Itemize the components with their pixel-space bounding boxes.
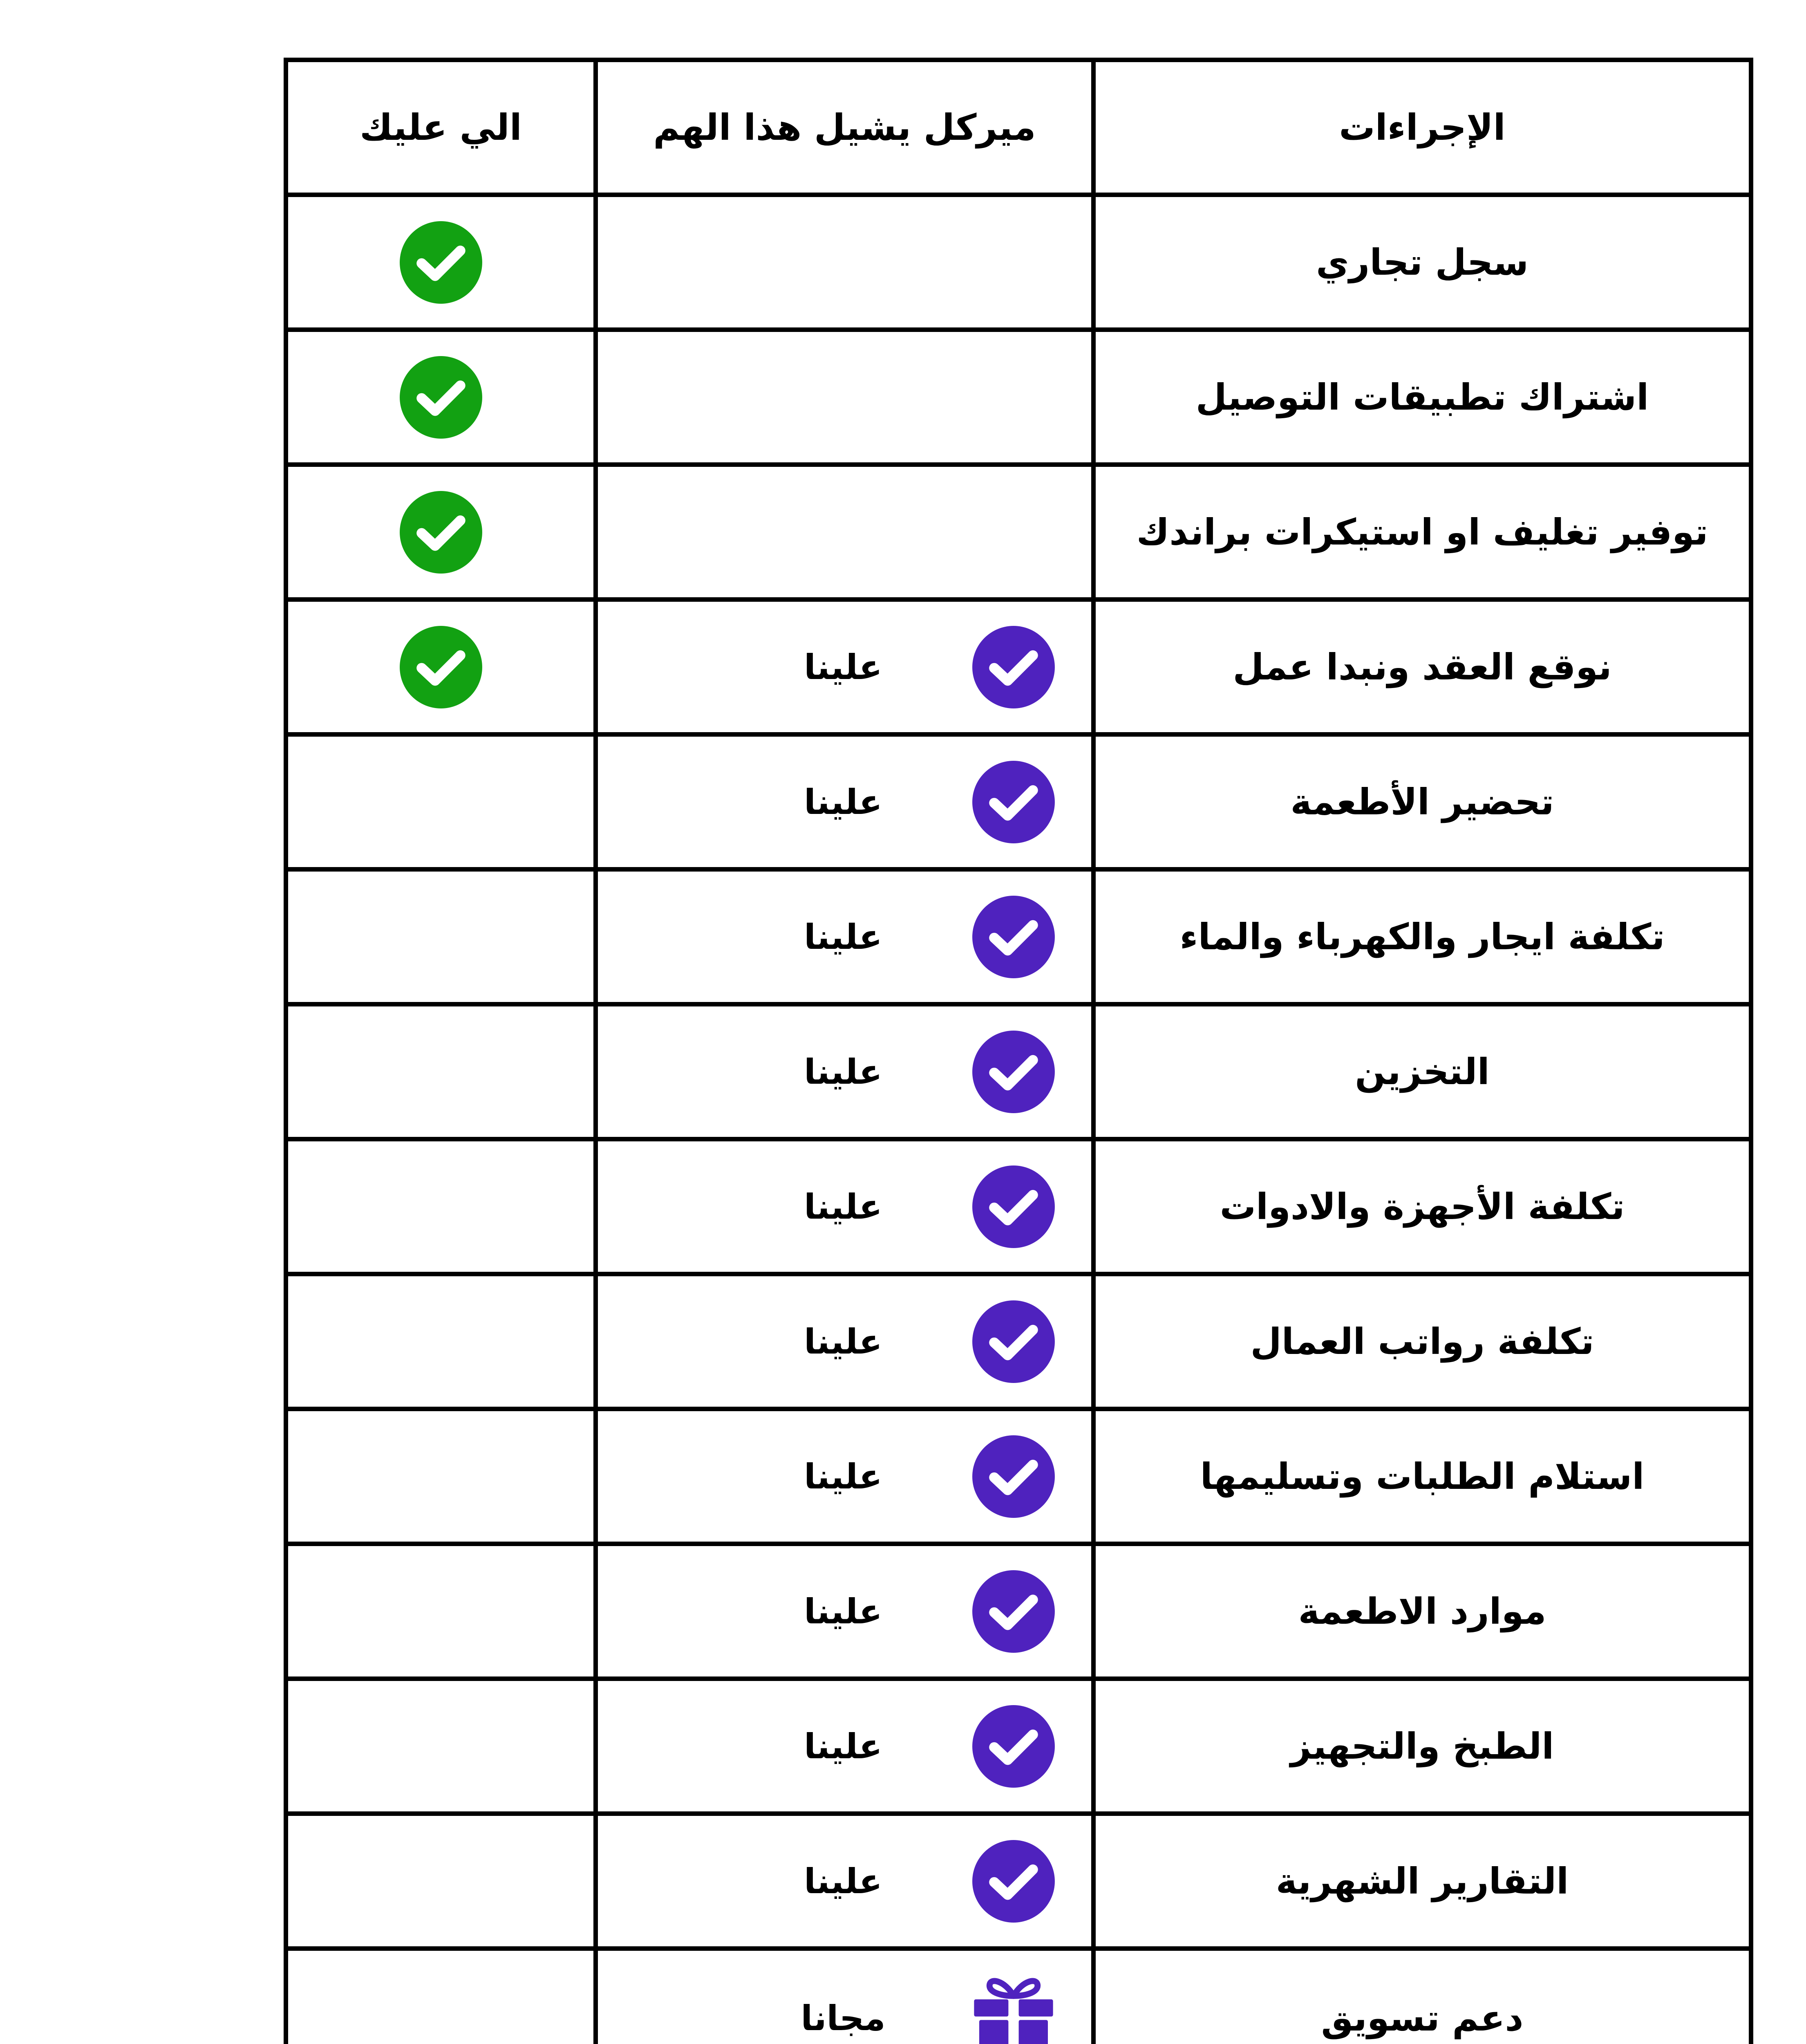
- header-merkel-label: ميركل يشيل هذا الهم: [653, 106, 1036, 148]
- header-you-label: الي عليك: [360, 106, 522, 148]
- action-label: تكلفة ايجار والكهرباء والماء: [1179, 916, 1665, 958]
- action-label: دعم تسويق: [1321, 1997, 1524, 2039]
- purple-check-circle-icon: [971, 1029, 1056, 1115]
- action-cell: [1091, 197, 1749, 327]
- you-cell: [288, 332, 593, 462]
- action-label: تكلفة رواتب العمال: [1250, 1320, 1594, 1363]
- merkel-cell: [593, 1276, 1091, 1407]
- action-cell: [1091, 1006, 1749, 1137]
- header-actions-label: الإجراءات: [1339, 106, 1506, 148]
- you-cell: [288, 1411, 593, 1542]
- action-cell: [1091, 467, 1749, 597]
- action-cell: [1091, 737, 1749, 867]
- purple-check-circle-icon: [971, 624, 1056, 710]
- merkel-label: علينا: [804, 1591, 882, 1632]
- merkel-cell: [593, 737, 1091, 867]
- purple-check-circle-icon: [971, 1703, 1056, 1789]
- merkel-label: علينا: [804, 1726, 882, 1766]
- merkel-cell: [593, 1006, 1091, 1137]
- you-cell: [288, 1276, 593, 1407]
- header-cell-you: [288, 62, 593, 193]
- action-cell: [1091, 1951, 1749, 2044]
- action-cell: [1091, 1546, 1749, 1676]
- merkel-label: علينا: [804, 1456, 882, 1497]
- table-row: [288, 1546, 1749, 1681]
- table-row: [288, 1951, 1749, 2044]
- green-check-circle-icon: [398, 625, 483, 710]
- table-body: [288, 197, 1749, 2044]
- action-label: توفير تغليف او استيكرات براندك: [1136, 511, 1708, 553]
- action-label: التقارير الشهرية: [1276, 1860, 1569, 1902]
- action-cell: [1091, 602, 1749, 732]
- merkel-label: علينا: [804, 1321, 882, 1362]
- table-row: [288, 602, 1749, 737]
- table-row: [288, 467, 1749, 602]
- merkel-label: علينا: [804, 1051, 882, 1092]
- you-cell: [288, 872, 593, 1002]
- merkel-cell: [593, 197, 1091, 327]
- action-label: الطبخ والتجهيز: [1290, 1725, 1554, 1767]
- action-cell: [1091, 1141, 1749, 1272]
- action-cell: [1091, 1681, 1749, 1811]
- merkel-label: مجانا: [801, 1998, 886, 2038]
- table-row: [288, 1816, 1749, 1951]
- action-label: تكلفة الأجهزة والادوات: [1220, 1186, 1625, 1228]
- you-cell: [288, 1951, 593, 2044]
- table-row: [288, 197, 1749, 332]
- table-row: [288, 1276, 1749, 1411]
- table-row: [288, 1411, 1749, 1546]
- table-row: [288, 872, 1749, 1006]
- purple-check-circle-icon: [971, 759, 1056, 845]
- merkel-cell: [593, 1816, 1091, 1946]
- merkel-cell: [593, 332, 1091, 462]
- action-label: موارد الاطعمة: [1298, 1590, 1546, 1632]
- header-cell-merkel: [593, 62, 1091, 193]
- purple-check-circle-icon: [971, 894, 1056, 980]
- you-cell: [288, 1006, 593, 1137]
- you-cell: [288, 467, 593, 597]
- action-cell: [1091, 872, 1749, 1002]
- purple-check-circle-icon: [971, 1164, 1056, 1250]
- merkel-label: علينا: [804, 917, 882, 957]
- green-check-circle-icon: [398, 490, 483, 575]
- table-row: [288, 1006, 1749, 1141]
- purple-check-circle-icon: [971, 1569, 1056, 1654]
- action-label: اشتراك تطبيقات التوصيل: [1195, 376, 1649, 418]
- table-row: [288, 1141, 1749, 1276]
- you-cell: [288, 602, 593, 732]
- green-check-circle-icon: [398, 220, 483, 305]
- action-label: التخزين: [1355, 1051, 1490, 1093]
- you-cell: [288, 737, 593, 867]
- gift-icon: [971, 1975, 1056, 2044]
- merkel-cell: [593, 602, 1091, 732]
- table-row: [288, 1681, 1749, 1816]
- you-cell: [288, 1546, 593, 1676]
- merkel-cell: [593, 1681, 1091, 1811]
- comparison-table: [284, 58, 1753, 2044]
- merkel-cell: [593, 1411, 1091, 1542]
- table-row: [288, 737, 1749, 872]
- action-label: سجل تجاري: [1316, 241, 1528, 283]
- merkel-cell: [593, 1546, 1091, 1676]
- header-cell-actions: [1091, 62, 1749, 193]
- action-cell: [1091, 1816, 1749, 1946]
- you-cell: [288, 1681, 593, 1811]
- action-label: تحضير الأطعمة: [1290, 781, 1554, 823]
- action-label: نوقع العقد ونبدا عمل: [1233, 646, 1612, 688]
- purple-check-circle-icon: [971, 1838, 1056, 1924]
- you-cell: [288, 1816, 593, 1946]
- merkel-label: علينا: [804, 782, 882, 822]
- merkel-cell: [593, 1951, 1091, 2044]
- action-cell: [1091, 1276, 1749, 1407]
- merkel-label: علينا: [804, 1861, 882, 1901]
- merkel-cell: [593, 1141, 1091, 1272]
- merkel-label: علينا: [804, 647, 882, 687]
- action-cell: [1091, 332, 1749, 462]
- you-cell: [288, 197, 593, 327]
- action-cell: [1091, 1411, 1749, 1542]
- table-row: [288, 332, 1749, 467]
- action-label: استلام الطلبات وتسليمها: [1200, 1455, 1645, 1497]
- green-check-circle-icon: [398, 355, 483, 440]
- merkel-label: علينا: [804, 1186, 882, 1227]
- merkel-cell: [593, 872, 1091, 1002]
- table-header-row: [288, 62, 1749, 197]
- purple-check-circle-icon: [971, 1434, 1056, 1520]
- merkel-cell: [593, 467, 1091, 597]
- purple-check-circle-icon: [971, 1299, 1056, 1385]
- you-cell: [288, 1141, 593, 1272]
